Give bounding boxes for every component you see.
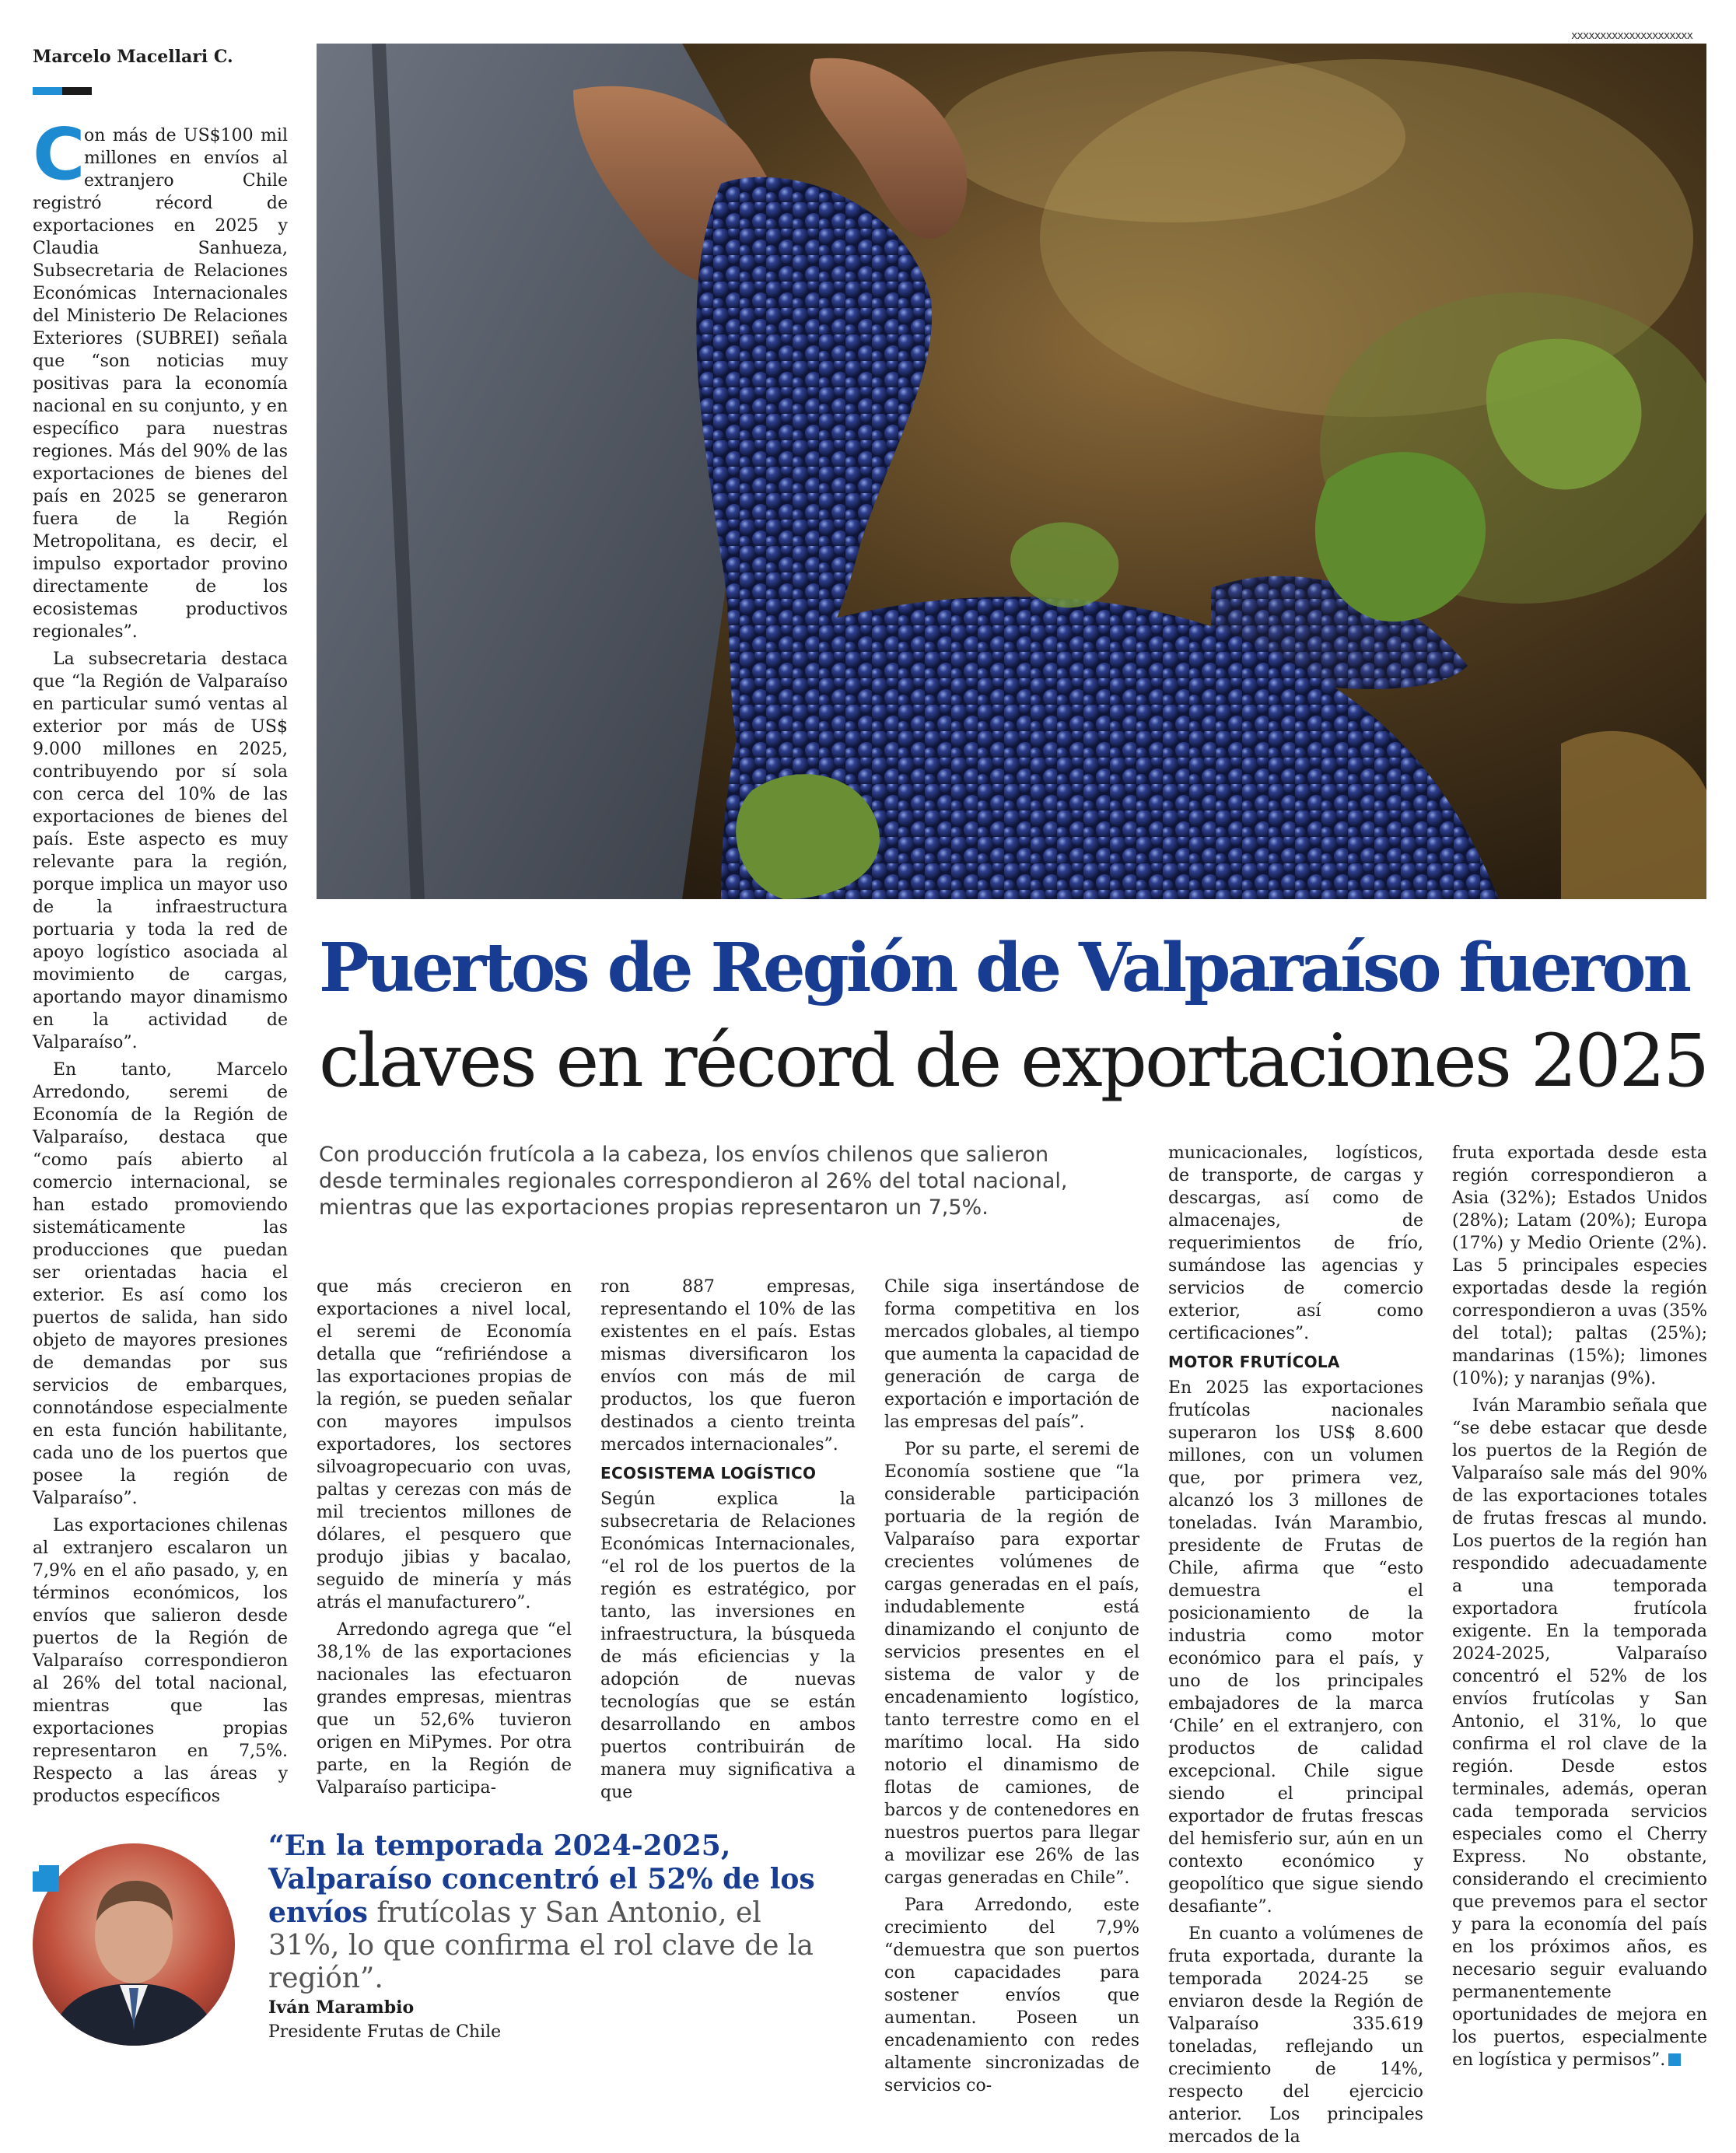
paragraph: C on más de US$100 mil millones en envíos al extranjero Chile registró récord de exportaciones en 2025 y Claudia Sanhueza, Subsecretaria de Relaciones Económicas Internacionales del Ministerio De Relaciones Exteriores (SUBREI) señala que “son noticias muy positivas para la economía nacional en su conjunto, y en específico para nuestras regiones. Más del 90% de las exportaciones de bienes del país en 2025 se generaron fuera de la Región Metropolitana, es decir, el impulso exportador provino directamente de los ecosistemas productivos regionales”.	[33, 113, 288, 642]
paragraph: Iván Marambio señala que “se debe estacar que desde los puertos de la Región de Valparaíso sale más del 90% de las exportaciones totales de frutas frescas al mundo. Los puertos de la región han respondido adecuadamente a una temporada exportadora frutícola exigente. En la temporada 2024-2025, Valparaíso concentró el 52% de los envíos frutícolas y San Antonio, el 31%, lo que confirma el rol clave de la región. Desde estos terminales, además, operan cada temporada servicios especiales como el Cherry Express. No obstante, considerando el crecimiento que prevemos para el sector y para la economía del país en los próximos años, es necesario seguir evaluando permanentemente oportunidades de mejora en los puertos, especialmente en logística y permisos”.	[1452, 1396, 1707, 2070]
section-heading-motor-fruticola: MOTOR FRUTÍCOLA	[1168, 1353, 1340, 1371]
pull-quote-author: Iván Marambio	[268, 1997, 415, 2018]
article-lead: Con producción frutícola a la cabeza, los envíos chilenos que salieron desde terminales regionales correspondieron al 26% del total nacional, mientras que las exportaciones propias representaron un 7,5%.	[319, 1143, 1068, 1220]
page-code: xxxxxxxxxxxxxxxxxxxxx	[1571, 30, 1693, 42]
paragraph: Según explica la subsecretaria de Relaciones Económicas Internacionales, “el rol de los puertos de la región es estratégico, por tanto, las inversiones en infraestructura, la búsqueda de más eficiencias y la adopción de nuevas tecnologías que se están desarrollando en ambos puertos contribuirán de manera muy significativa a que	[600, 1490, 856, 1802]
paragraph: En 2025 las exportaciones frutícolas nacionales superaron los US$ 8.600 millones, con un volumen que, por primera vez, alcanzó los 3 millones de toneladas. Iván Marambio, presidente de Frutas de Chile, afirma que “esto demuestra el posicionamiento de la industria como motor económico para el país, y uno de los principales embajadores de la marca ‘Chile’ en el extranjero, con productos de calidad excepcional. Chile sigue siendo el principal exportador de frutas frescas del hemisferio sur, aún en un contexto económico y geopolítico que sigue siendo desafiante”.	[1168, 1378, 1423, 1917]
paragraph: Para Arredondo, este crecimiento del 7,9% “demuestra que son puertos con capacidades para sostener envíos que aumentan. Poseen un encadenamiento con redes altamente sincronizadas de servicios co-	[884, 1896, 1139, 2095]
article-column-6	[1452, 1142, 1707, 2076]
paragraph: La subsecretaria destaca que “la Región de Valparaíso en particular sumó ventas al exterior por más de US$ 9.000 millones en 2025, contribuyendo por sí sola con cerca del 10% de las exportaciones de bienes del país. Este aspecto es muy relevante para la región, porque implica un mayor uso de la infraestructura portuaria y toda la red de apoyo logístico asociada al movimiento de cargas, aportando mayor dinamismo en la actividad de Valparaíso”.	[33, 649, 288, 1052]
article-column-5	[1168, 1142, 1423, 2153]
end-mark-icon	[1668, 2053, 1681, 2066]
article-column-1	[33, 113, 288, 1812]
portrait-ivan-marambio	[33, 1843, 235, 2046]
pull-quote-rest: frutícolas y San Antonio, el 31%, lo que confirma el rol clave de la región”.	[268, 1897, 814, 1994]
paragraph: Las exportaciones chilenas al extranjero escalaron un 7,9% en el año pasado, y, en términos económicos, los envíos que salieron desde puertos de la Región de Valparaíso correspondieron al 26% del total nacional, mientras que las exportaciones propias representaron en 7,5%. Respecto a las áreas y productos específicos	[33, 1516, 288, 1806]
paragraph: Chile siga insertándose de forma competitiva en los mercados globales, al tiempo que aumenta la capacidad de generación de carga de exportación e importación de las empresas del país”.	[884, 1277, 1139, 1432]
article-column-3	[600, 1276, 856, 1808]
headline-line-2: claves en récord de exportaciones 2025	[319, 1019, 1708, 1104]
article-column-2	[317, 1276, 572, 1804]
paragraph: municacionales, logísticos, de transporte, de cargas y descargas, así como de almacenajes, de requerimientos de frío, sumándose las agencias y servicios de comercio exterior, así como certificaciones”.	[1168, 1143, 1423, 1343]
author-rule	[33, 87, 92, 95]
paragraph: En cuanto a volúmenes de fruta exportada, durante la temporada 2024-25 se enviaron desde la Región de Valparaíso 335.619 toneladas, reflejando un crecimiento de 14%, respecto del ejercicio anterior. Los principales mercados de la	[1168, 1924, 1423, 2147]
pull-quote-author-role: Presidente Frutas de Chile	[268, 2022, 502, 2042]
paragraph: Arredondo agrega que “el 38,1% de las exportaciones nacionales las efectuaron grandes empresas, mientras que un 52,6% tuvieron origen en MiPymes. Por otra parte, en la Región de Valparaíso participa-	[317, 1620, 572, 1798]
section-heading-ecosistema: ECOSISTEMA LOGÍSTICO	[600, 1464, 817, 1483]
paragraph: que más crecieron en exportaciones a nivel local, el seremi de Economía detalla que “refiriéndose a las exportaciones propias de la región, se pueden señalar con mayores impulsos exportadores, los sectores silvoagropecuario con uvas, paltas y cerezas con más de mil trecientos millones de dólares, el pesquero que produjo jibias y bacalao, seguido de minería y más atrás el manufacturero”.	[317, 1277, 572, 1612]
paragraph: ron 887 empresas, representando el 10% de las existentes en el país. Estas mismas diversificaron los envíos con más de mil productos, los que fueron destinados a ciento treinta mercados internacionales”.	[600, 1277, 856, 1455]
paragraph: Por su parte, el seremi de Economía sostiene que “la considerable participación portuaria de la región de Valparaíso para exportar crecientes volúmenes de cargas generadas en el país, indudablemente está dinamizando el conjunto de servicios presentes en el sistema de valor y de encadenamiento logístico, tanto terrestre como en el marítimo local. Ha sido notorio el dinamismo de flotas de camiones, de barcos y de contenedores en nuestros puertos para llegar a movilizar ese 26% de las cargas generadas en Chile”.	[884, 1440, 1139, 1888]
author-byline: Marcelo Macellari C.	[33, 47, 233, 67]
drop-cap: C	[33, 113, 86, 196]
pull-quote-highlight: “En la temporada 2024-2025, Valparaíso concentró el 52% de los envíos	[268, 1829, 815, 1929]
article-column-4	[884, 1276, 1139, 2102]
paragraph: fruta exportada desde esta región correspondieron a Asia (32%); Estados Unidos (28%); Latam (20%); Europa (17%) y Medio Oriente (2%). Las 5 principales especies exportadas desde la región correspondieron a uvas (35% del total); paltas (25%); mandarinas (15%); limones (10%); y naranjas (9%).	[1452, 1143, 1707, 1388]
grapes-harvest-photo	[317, 44, 1706, 899]
paragraph: En tanto, Marcelo Arredondo, seremi de Economía de la Región de Valparaíso, destaca que “como país abierto al comercio internacional, se han estado promoviendo sistemáticamente las producciones que puedan ser orientadas hacia el exterior. Es así como los puertos de salida, han sido objeto de mayores presiones de demandas por sus servicios de embarques, connotándose especialmente en esta función habilitante, cada uno de los puertos que posee la región de Valparaíso”.	[33, 1060, 288, 1508]
headline-line-1: Puertos de Región de Valparaíso fueron	[319, 929, 1689, 1007]
pull-quote	[268, 1829, 836, 1995]
quote-marker-icon	[33, 1865, 59, 1892]
